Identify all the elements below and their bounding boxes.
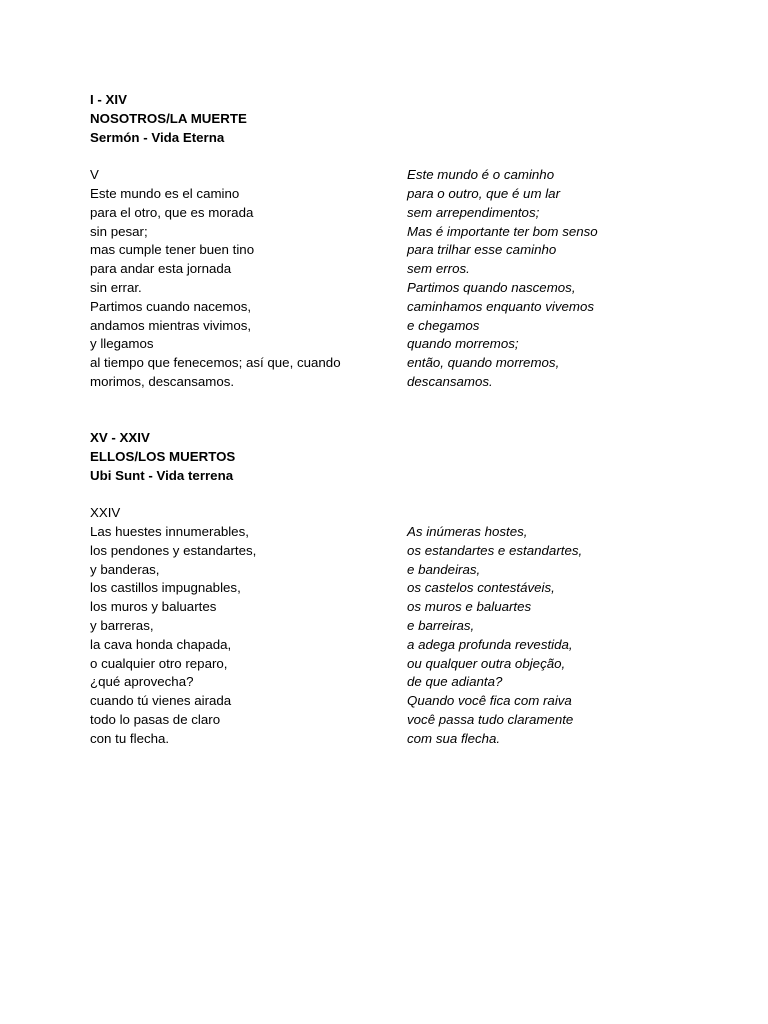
portuguese-line: com sua flecha. (407, 730, 501, 746)
portuguese-line: As inúmeras hostes, (407, 523, 528, 539)
spanish-column (90, 166, 390, 392)
spanish-line: Este mundo es el camino (90, 185, 240, 201)
portuguese-line: sem arrependimentos; (407, 204, 540, 220)
portuguese-line: você passa tudo claramente (407, 711, 574, 727)
portuguese-line: de que adianta? (407, 674, 503, 690)
spanish-line: y llegamos (90, 336, 154, 352)
section-title-heading: NOSOTROS/LA MUERTE (90, 110, 247, 126)
spanish-line: sin pesar; (90, 223, 148, 239)
poem-section-2 (90, 429, 710, 746)
spanish-line: Las huestes innumerables, (90, 523, 249, 539)
portuguese-line: então, quando morremos, (407, 355, 560, 371)
portuguese-line: a adega profunda revestida, (407, 636, 573, 652)
section-subtitle-heading: Ubi Sunt - Vida terrena (90, 467, 234, 483)
spanish-line: andamos mientras vivimos, (90, 317, 252, 333)
portuguese-line: os castelos contestáveis, (407, 580, 555, 596)
portuguese-line: os muros e baluartes (407, 599, 532, 615)
portuguese-line: Partimos quando nascemos, (407, 279, 576, 295)
spanish-line: los pendones y estandartes, (90, 542, 257, 558)
spacer (90, 485, 710, 504)
spanish-line: Partimos cuando nacemos, (90, 298, 252, 314)
spanish-line: la cava honda chapada, (90, 636, 232, 652)
stanza-number: XXIV (90, 505, 121, 521)
spanish-line: al tiempo que fenecemos; así que, cuando (90, 355, 341, 371)
section-range-heading: I - XIV (90, 92, 127, 107)
portuguese-line: caminhamos enquanto vivemos (407, 298, 594, 314)
spanish-line: con tu flecha. (90, 730, 170, 746)
stanza-number-spacer (407, 504, 707, 523)
portuguese-line: sem erros. (407, 261, 470, 277)
portuguese-line: quando morremos; (407, 336, 519, 352)
portuguese-line: Quando você fica com raiva (407, 693, 572, 709)
spanish-line: los muros y baluartes (90, 599, 217, 615)
section-range-heading: XV - XXIV (90, 430, 150, 445)
section-subtitle-heading: Sermón - Vida Eterna (90, 129, 225, 145)
portuguese-column (407, 504, 707, 748)
portuguese-line: ou qualquer outra objeção, (407, 655, 566, 671)
spanish-line: cuando tú vienes airada (90, 693, 232, 709)
spanish-line: y banderas, (90, 561, 160, 577)
portuguese-line: para o outro, que é um lar (407, 185, 561, 201)
spanish-line: mas cumple tener buen tino (90, 242, 255, 258)
spanish-line: todo lo pasas de claro (90, 711, 221, 727)
spanish-line: morimos, descansamos. (90, 373, 235, 389)
spanish-line: ¿qué aprovecha? (90, 674, 194, 690)
portuguese-column (407, 166, 707, 392)
section-title-heading: ELLOS/LOS MUERTOS (90, 448, 236, 464)
portuguese-line: e bandeiras, (407, 561, 481, 577)
spanish-line: y barreras, (90, 617, 154, 633)
portuguese-line: descansamos. (407, 373, 493, 389)
poem-section-1 (90, 91, 710, 389)
spanish-line: los castillos impugnables, (90, 580, 241, 596)
spanish-line: para andar esta jornada (90, 261, 232, 277)
portuguese-line: e chegamos (407, 317, 480, 333)
portuguese-line: os estandartes e estandartes, (407, 542, 583, 558)
spanish-line: o cualquier otro reparo, (90, 655, 228, 671)
spanish-line: para el otro, que es morada (90, 204, 254, 220)
spanish-line: sin errar. (90, 279, 142, 295)
portuguese-line: Este mundo é o caminho (407, 167, 555, 183)
portuguese-line: Mas é importante ter bom senso (407, 223, 598, 239)
stanza-number: V (90, 167, 99, 183)
portuguese-line: e barreiras, (407, 617, 475, 633)
portuguese-line: para trilhar esse caminho (407, 242, 557, 258)
spanish-column (90, 504, 390, 748)
spacer (90, 147, 710, 166)
